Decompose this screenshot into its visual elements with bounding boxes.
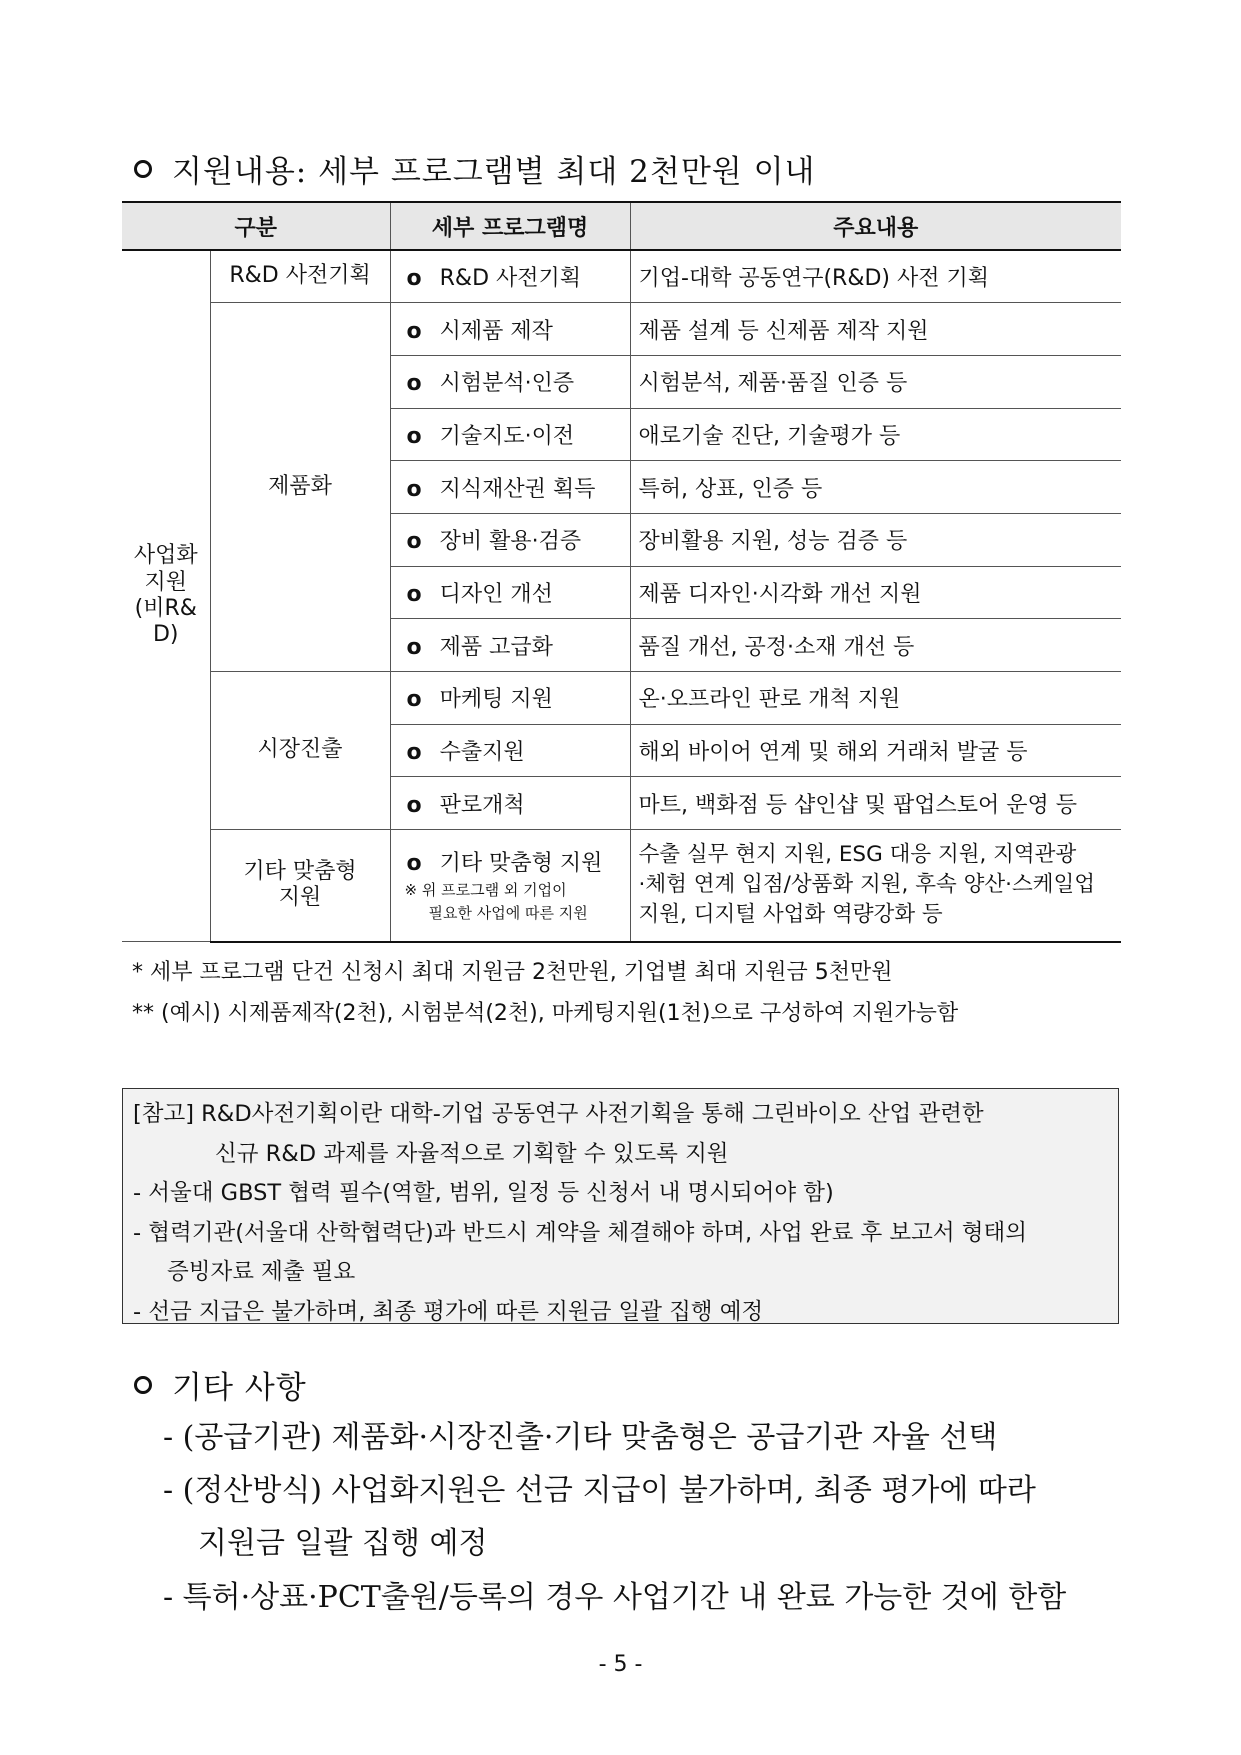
program-cell: o 수출지원 — [390, 724, 630, 777]
header-program: 세부 프로그램명 — [390, 202, 630, 250]
etc-item: - (정산방식) 사업화지원은 선금 지급이 불가하며, 최종 평가에 따라 — [163, 1473, 1036, 1508]
program-cell: o 시험분석·인증 — [390, 355, 630, 408]
table-row — [122, 250, 1121, 303]
etc-item: 지원금 일괄 집행 예정 — [198, 1526, 488, 1561]
group-product: 제품화 — [210, 303, 390, 672]
reference-line: - 서울대 GBST 협력 필수(역할, 범위, 일정 등 신청서 내 명시되어야 함) — [133, 1180, 834, 1206]
table-row — [122, 672, 1121, 725]
desc-cell: 수출 실무 현지 지원, ESG 대응 지원, 지역관광 ·체험 연계 입점/상품화 지원, 후속 양산·스케일업 지원, 디지털 사업화 역량강화 등 — [630, 830, 1121, 942]
program-cell: o 기술지도·이전 — [390, 408, 630, 461]
program-note: ※ 위 프로그램 외 기업이 필요한 사업에 따른 지원 — [404, 880, 588, 922]
reference-line: 신규 R&D 과제를 자율적으로 기획할 수 있도록 지원 — [215, 1140, 729, 1167]
category-cell: 사업화 지원 (비R& D) — [122, 250, 210, 942]
support-program-table — [122, 201, 1121, 943]
program-cell: o R&D 사전기획 — [390, 250, 630, 303]
header-content: 주요내용 — [630, 202, 1121, 250]
desc-cell: 특허, 상표, 인증 등 — [630, 461, 1121, 514]
section-heading-etc — [134, 1362, 307, 1407]
reference-box — [122, 1088, 1119, 1324]
desc-cell: 품질 개선, 공정·소재 개선 등 — [630, 619, 1121, 672]
group-market: 시장진출 — [210, 672, 390, 830]
table-row — [122, 303, 1121, 356]
heading-text: 지원내용: 세부 프로그램별 최대 2천만원 이내 — [172, 154, 816, 190]
group-rd: R&D 사전기획 — [210, 250, 390, 303]
desc-cell: 제품 디자인·시각화 개선 지원 — [630, 566, 1121, 619]
desc-cell: 마트, 백화점 등 샵인샵 및 팝업스토어 운영 등 — [630, 777, 1121, 830]
reference-line: [참고] R&D사전기획이란 대학-기업 공동연구 사전기획을 통해 그린바이오 산업 관련한 — [133, 1101, 984, 1127]
page-number: - 5 - — [598, 1652, 643, 1677]
table-header-row — [122, 202, 1121, 250]
desc-cell: 해외 바이어 연계 및 해외 거래처 발굴 등 — [630, 724, 1121, 777]
desc-cell: 제품 설계 등 신제품 제작 지원 — [630, 303, 1121, 356]
program-cell: o 장비 활용·검증 — [390, 513, 630, 566]
heading-text: 기타 사항 — [172, 1370, 307, 1406]
group-custom: 기타 맞춤형 지원 — [210, 830, 390, 942]
table-row — [122, 830, 1121, 942]
desc-cell: 장비활용 지원, 성능 검증 등 — [630, 513, 1121, 566]
desc-cell: 시험분석, 제품·품질 인증 등 — [630, 355, 1121, 408]
program-cell: o 지식재산권 획득 — [390, 461, 630, 514]
desc-cell: 온·오프라인 판로 개척 지원 — [630, 672, 1121, 725]
circle-bullet-icon — [134, 160, 152, 178]
program-cell: o 제품 고급화 — [390, 619, 630, 672]
program-cell: o 기타 맞춤형 지원 ※ 위 프로그램 외 기업이 필요한 사업에 따른 지원 — [390, 830, 630, 942]
etc-item: - 특허·상표·PCT출원/등록의 경우 사업기간 내 완료 가능한 것에 한함 — [163, 1580, 1067, 1615]
note-line: * 세부 프로그램 단건 신청시 최대 지원금 2천만원, 기업별 최대 지원금 5천만원 — [132, 960, 893, 985]
program-cell: o 마케팅 지원 — [390, 672, 630, 725]
program-cell: o 시제품 제작 — [390, 303, 630, 356]
reference-line: - 선금 지급은 불가하며, 최종 평가에 따른 지원금 일괄 집행 예정 — [133, 1298, 764, 1325]
circle-bullet-icon — [134, 1376, 152, 1394]
desc-cell: 애로기술 진단, 기술평가 등 — [630, 408, 1121, 461]
note-line: ** (예시) 시제품제작(2천), 시험분석(2천), 마케팅지원(1천)으로 구성하여 지원가능함 — [132, 1001, 959, 1026]
reference-line: - 협력기관(서울대 산학협력단)과 반드시 계약을 체결해야 하며, 사업 완료 후 보고서 형태의 — [133, 1219, 1027, 1246]
section-heading-support — [134, 146, 815, 191]
program-cell: o 판로개척 — [390, 777, 630, 830]
program-cell: o 디자인 개선 — [390, 566, 630, 619]
reference-line: 증빙자료 제출 필요 — [167, 1259, 356, 1285]
header-category: 구분 — [122, 202, 390, 250]
desc-cell: 기업-대학 공동연구(R&D) 사전 기획 — [630, 250, 1121, 303]
etc-item: - (공급기관) 제품화·시장진출·기타 맞춤형은 공급기관 자율 선택 — [163, 1420, 998, 1455]
